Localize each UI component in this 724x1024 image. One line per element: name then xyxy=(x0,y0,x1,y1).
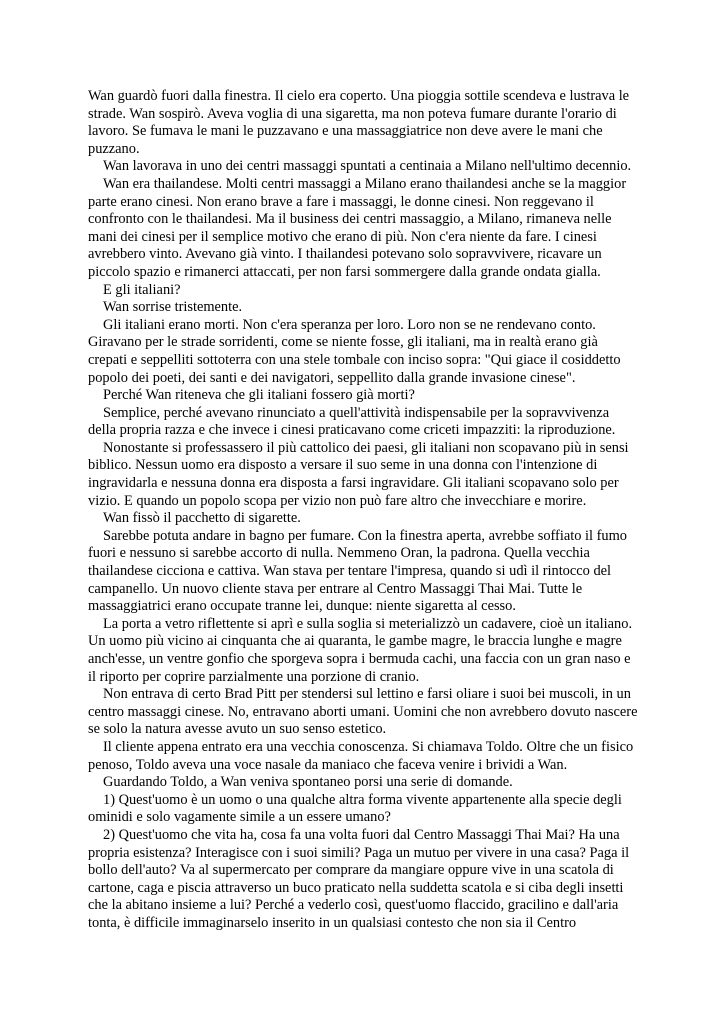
paragraph: E gli italiani? xyxy=(103,281,181,298)
paragraph: Nonostante si professassero il più cattolico dei paesi, gli italiani non scopavano più in sensi biblico. Nessun uomo era disposto a versare il suo seme in una donna con l'intenzione di ingravidarla e nessuna donna era disposta a farsi ingravidare. Gli italiani scopavano solo per vizio. E quando un popolo scopa per vizio non può fare altro che invecchiare e morire. xyxy=(88,439,629,509)
paragraph: 2) Quest'uomo che vita ha, cosa fa una volta fuori dal Centro Massaggi Thai Mai? Ha una propria esistenza? Interagisce con i suoi simili? Paga un mutuo per vivere in una casa? Paga il bollo dell'auto? Va al supermercato per comprare da mangiare oppure vive in una scatola di cartone, caga e piscia attraverso un buco praticato nella suddetta scatola e si ciba degli insetti che la abitano insieme a lui? Perché a vederlo così, quest'uomo flaccido, gracilino e dall'aria tonta, è difficile immaginarselo inserito in un qualsiasi contesto che non sia il Centro xyxy=(88,826,630,931)
paragraph: Guardando Toldo, a Wan veniva spontaneo porsi una serie di domande. xyxy=(103,774,513,791)
paragraph: Wan sorrise tristemente. xyxy=(103,299,243,316)
paragraph: Non entrava di certo Brad Pitt per stendersi sul lettino e farsi oliare i suoi bei muscoli, in un centro massaggi cinese. No, entravano aborti umani. Uomini che non avrebbero dovuto nascere se solo la natura avesse avuto un suo senso estetico. xyxy=(88,686,638,738)
paragraph: Wan guardò fuori dalla finestra. Il cielo era coperto. Una pioggia sottile scendeva e lustrava le strade. Wan sospirò. Aveva voglia di una sigaretta, ma non poteva fumare durante l'orario di lavoro. Se fumava le mani le puzzavano e una massaggiatrice non deve avere le mani che puzzano. xyxy=(88,88,630,157)
paragraph: Sarebbe potuta andare in bagno per fumare. Con la finestra aperta, avrebbe soffiato il fumo fuori e nessuno si sarebbe accorto di nulla. Nemmeno Oran, la padrona. Quella vecchia thailandese cicciona e cattiva. Wan stava per tentare l'impresa, quando si udì il rintocco del campanello. Un nuovo cliente stava per entrare al Centro Massaggi Thai Mai. Tutte le massaggiatrici erano occupate tranne lei, dunque: niente sigaretta al cesso. xyxy=(88,527,627,615)
paragraph: 1) Quest'uomo è un uomo o una qualche altra forma vivente appartenente alla specie degli ominidi e solo vagamente simile a un essere umano? xyxy=(88,791,622,826)
paragraph: La porta a vetro riflettente si aprì e sulla soglia si meterializzò un cadavere, cioè un italiano. Un uomo più vicino ai cinquanta che ai quaranta, le gambe magre, le braccia lunghe e magre anch'esse, un ventre gonfio che sporgeva sopra i bermuda cachi, una faccia con un gran naso e il riporto per coprire parzialmente una porzione di cranio. xyxy=(88,615,633,685)
paragraph: Wan fissò il pacchetto di sigarette. xyxy=(103,510,301,527)
paragraph: Wan lavorava in uno dei centri massaggi spuntati a centinaia a Milano nell'ultimo decennio. xyxy=(103,158,632,175)
paragraph: Il cliente appena entrato era una vecchia conoscenza. Si chiamava Toldo. Oltre che un fisico penoso, Toldo aveva una voce nasale da maniaco che faceva venire i brividi a Wan. xyxy=(88,738,634,773)
paragraph: Wan era thailandese. Molti centri massaggi a Milano erano thailandesi anche se la maggior parte erano cinesi. Non erano brave a fare i massaggi, le donne cinesi. Non reggevano il confronto con le thailandesi. Ma il business dei centri massaggio, a Milano, rimaneva nelle mani dei cinesi per il semplice motivo che erano di più. Non c'era niente da fare. I cinesi avrebbero vinto. Avevano già vinto. I thailandesi potevano solo sopravvivere, ricavare un piccolo spazio e rimanerci attaccati, per non farsi sommergere dalla grande ondata gialla. xyxy=(88,175,627,280)
document-page xyxy=(88,88,640,933)
paragraph: Semplice, perché avevano rinunciato a quell'attività indispensabile per la sopravvivenza della propria razza e che invece i cinesi praticavano come criceti impazziti: la riproduzione. xyxy=(88,404,616,439)
paragraph: Gli italiani erano morti. Non c'era speranza per loro. Loro non se ne rendevano conto. Giravano per le strade sorridenti, come se niente fosse, gli italiani, ma in realtà erano già crepati e seppelliti sottoterra con una stele tombale con inciso sopra: "Qui giace il cosiddetto popolo dei poeti, dei santi e dei navigatori, seppellito dalla grande invasione cinese". xyxy=(88,316,621,386)
paragraph: Perché Wan riteneva che gli italiani fossero già morti? xyxy=(103,387,415,404)
